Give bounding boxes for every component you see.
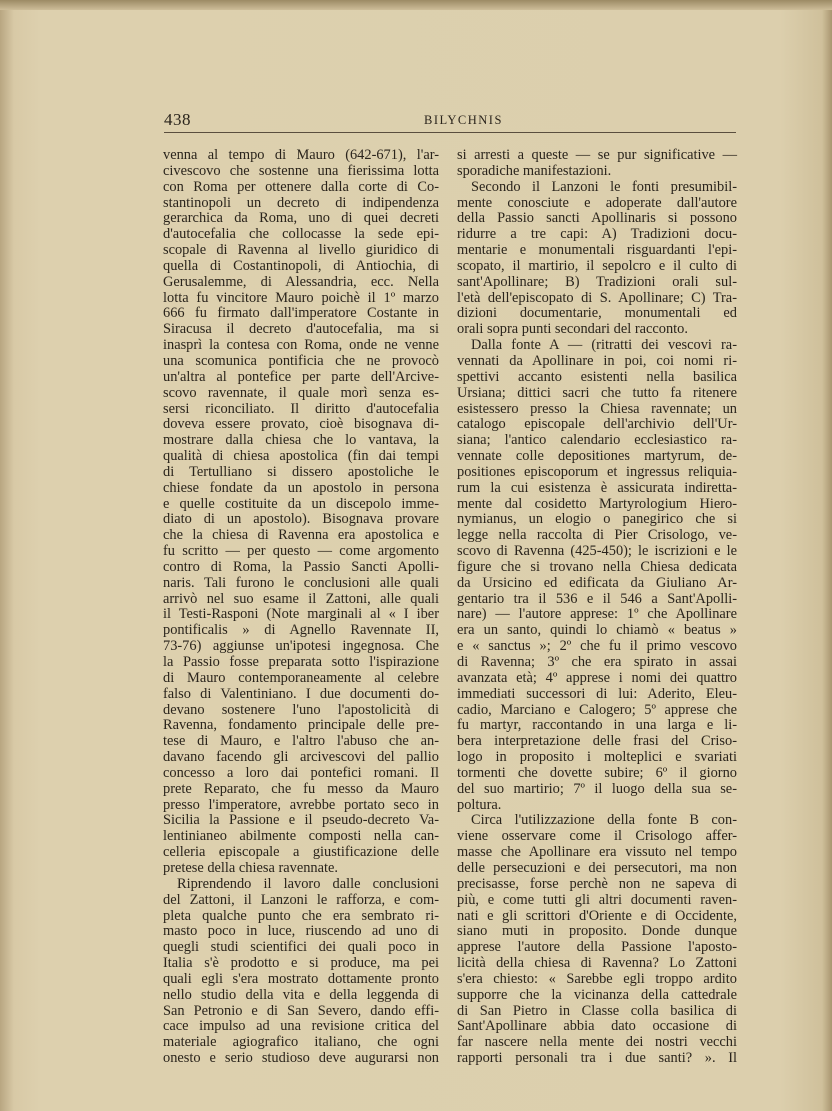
- text-line: gerarchica da Roma, uno di quei decreti: [163, 210, 439, 227]
- text-line: mentarie e monumentali risguardanti l'epi-: [457, 242, 737, 259]
- text-line: quella di Costantinopoli, di Antiochia, di: [163, 257, 439, 274]
- text-line: presso l'imperatore, avrebbe portato seco in: [163, 796, 439, 813]
- text-line: e « sanctus »; 2º che fu il primo vescovo: [457, 638, 737, 655]
- text-line: Sant'Apollinare abbia dato occasione di: [457, 1018, 737, 1035]
- text-line: sporadiche manifestazioni.: [457, 162, 612, 179]
- text-line: Ravenna, fondamento principale delle pre-: [163, 717, 439, 734]
- text-line: sant'Apollinare; B) Tradizioni orali sul-: [457, 273, 737, 290]
- text-line: figure che si trovano nella Chiesa dedicata: [457, 558, 737, 575]
- text-line: doveva essere provato, cioè bisognava di-: [163, 416, 439, 433]
- text-line: nati e gli scrittori d'Oriente e di Occidente,: [457, 907, 737, 924]
- text-line: scopato, il martirio, il sepolcro e il culto di: [457, 257, 737, 274]
- text-line: del suo martirio; 7º il luogo della sua se-: [457, 780, 737, 797]
- text-line: celleria episcopale a giustificazione delle: [163, 844, 439, 861]
- text-line: licità della chiesa di Ravenna? Lo Zattoni: [457, 955, 737, 972]
- text-line: fu martyr, raccontando in una larga e li-: [457, 717, 737, 734]
- text-line: ridurre a tre capi: A) Tradizioni docu-: [457, 226, 737, 243]
- text-line: mostrare dalla chiesa che lo vantava, la: [163, 432, 439, 449]
- text-line: quali egli s'era mostrato dottamente pronto: [163, 970, 439, 987]
- text-line: d'autocefalia che collocasse la sede epi-: [163, 226, 439, 243]
- text-line: materiale agiografico italiano, che ogni: [163, 1034, 439, 1051]
- text-line: naris. Tali furono le conclusioni alle quali: [163, 574, 439, 591]
- text-line: lentinianeo abilmente composti nella can-: [163, 828, 439, 845]
- text-line: di Tertulliano si dissero apostoliche le: [163, 463, 439, 480]
- text-line: di Mauro contemporaneamente al celebre: [163, 669, 439, 686]
- text-line: immediati successori di lui: Aderito, Eleu-: [457, 685, 737, 702]
- text-line: far nascere nella mente dei nostri vecchi: [457, 1034, 737, 1051]
- running-title: BILYCHNIS: [424, 113, 503, 127]
- text-line: tese di Mauro, e l'altro l'abuso che an-: [163, 733, 439, 750]
- text-line: una scomunica pontificia che ne provocò: [163, 352, 439, 369]
- text-line: cace impulso ad una revisione critica del: [163, 1018, 439, 1035]
- text-line: masto poco in luce, riuscendo ad uno di: [163, 923, 439, 940]
- text-line: Circa l'utilizzazione della fonte B con-: [471, 812, 737, 829]
- text-line: Riprendendo il lavoro dalle conclusioni: [177, 875, 439, 892]
- text-line: con Roma per ottenere dalla corte di Co-: [163, 178, 439, 195]
- text-line: mente dal cosidetto Martyrologium Hiero-: [457, 495, 737, 512]
- text-line: arrivò nel suo esame il Zattoni, alle quali: [163, 590, 439, 607]
- text-line: stantinopoli un decreto di indipendenza: [163, 194, 439, 211]
- text-line: gentario tra il 536 e il 546 a Sant'Apolli-: [457, 590, 737, 607]
- text-line: e quelle costituite da un discepolo imme-: [163, 495, 439, 512]
- text-line: la Passio fosse preparata sotto l'ispirazione: [163, 654, 439, 670]
- text-line: nello studio della vita e della leggenda di: [163, 986, 439, 1003]
- text-line: nymianus, un elogio o panegirico che si: [457, 511, 737, 528]
- text-line: che la chiesa di Ravenna era apostolica e: [163, 527, 439, 544]
- text-line: del Zattoni, il Lanzoni le rafforza, e com-: [163, 891, 439, 908]
- text-line: dizioni documentarie, monumentali ed: [457, 305, 737, 322]
- left-text-column: [163, 148, 439, 1067]
- text-line: lotta fu vincitore Mauro poichè il 1º marzo: [163, 289, 439, 306]
- text-line: della Passio sancti Apollinaris si possono: [457, 210, 737, 227]
- text-line: tormenti che dovette subire; 6º il giorno: [457, 764, 737, 781]
- text-line: positiones episcoporum et ingressus reliquia-: [457, 463, 737, 480]
- page-number: 438: [164, 110, 191, 129]
- text-line: pretese della chiesa ravennate.: [163, 859, 338, 876]
- text-line: s'era chiesto: « Sarebbe egli troppo ardito: [457, 970, 737, 987]
- text-line: concesso a loro dai pontefici romani. Il: [163, 764, 439, 781]
- text-line: onesto e serio studioso deve augurarsi non: [163, 1050, 439, 1067]
- text-line: Ursiana; dittici sacri che tutto fa ritenere: [457, 384, 737, 401]
- text-line: 666 fu firmato dall'imperatore Costante in: [163, 305, 439, 322]
- page-header: [164, 108, 736, 133]
- text-line: precisasse, forse perchè non ne sapeva di: [457, 875, 737, 892]
- text-line: orali sopra punti secondari del racconto.: [457, 321, 688, 338]
- text-line: pontificalis » di Agnello Ravennate II,: [163, 622, 439, 639]
- text-line: rum la cui esistenza è assicurata indiretta-: [457, 479, 737, 496]
- text-line: 73-76) aggiunse un'ipotesi ingegnosa. Che: [163, 638, 439, 655]
- text-line: rapporti personali tra i due santi? ». Il: [457, 1050, 737, 1067]
- text-line: catalogo episcopale dell'archivio dell'Ur-: [457, 416, 737, 433]
- text-line: San Petronio e di San Severo, dando effi-: [163, 1002, 439, 1019]
- text-line: Sicilia la Passione e il pseudo-decreto Va-: [163, 812, 439, 829]
- text-line: il Testi-Rasponi (Note marginali al « I iber: [163, 606, 439, 623]
- text-line: falso di Valentiniano. I due documenti do-: [163, 685, 439, 702]
- text-line: diato di un apostolo). Bisognava provare: [163, 511, 439, 528]
- text-line: apprese l'autore della Passione l'aposto-: [457, 939, 737, 956]
- text-line: avanzata età; 4º apprese i nomi dei quattro: [457, 669, 737, 686]
- text-line: sersi riconciliato. Il diritto d'autocefalia: [163, 400, 439, 417]
- text-line: Gerusalemme, di Alessandria, ecc. Nella: [163, 273, 439, 290]
- text-line: siano muti in proposito. Donde dunque: [457, 923, 737, 940]
- text-line: pleta qualche punto che era sembrato ri-: [163, 907, 439, 924]
- text-line: scovo di Ravenna (425-450); le iscrizioni e le: [457, 543, 737, 560]
- text-line: siana; l'antico calendario ecclesiastico ra-: [457, 432, 737, 449]
- text-line: qualità di chiesa apostolica (fin dai tempi: [163, 448, 439, 465]
- text-line: un'altra al pontefice per parte dell'Arcive-: [163, 368, 439, 385]
- text-line: devano sostenere l'uno l'apostolicità di: [163, 701, 439, 718]
- text-line: più, e come tutti gli altri documenti raven-: [457, 891, 737, 908]
- text-line: cadio, Marciano e Calogero; 5º apprese che: [457, 701, 737, 718]
- text-line: Secondo il Lanzoni le fonti presumibil-: [471, 178, 737, 195]
- text-line: mente conosciute e adoperate dall'autore: [457, 194, 737, 211]
- text-line: vennati da Apollinare in poi, coi nomi ri-: [457, 352, 737, 369]
- text-line: masse che Apollinare era vissuto nel tempo: [457, 844, 737, 861]
- text-line: Dalla fonte A — (ritratti dei vescovi ra-: [471, 337, 737, 354]
- text-line: poltura.: [457, 796, 502, 813]
- text-line: vennate colle depositiones martyrum, de-: [457, 448, 737, 465]
- text-line: quegli studi scientifici dei quali poco in: [163, 939, 439, 956]
- text-line: viene osservare come il Crisologo affer-: [457, 828, 737, 845]
- text-line: scopale di Ravenna al livello giuridico di: [163, 242, 439, 259]
- text-line: chiese fondate da un apostolo in persona: [163, 479, 439, 496]
- text-line: delle persecuzioni e dei persecutori, ma non: [457, 859, 737, 876]
- text-line: venna al tempo di Mauro (642-671), l'ar-: [163, 147, 439, 163]
- text-line: Siracusa il decreto d'autocefalia, ma si: [163, 321, 439, 338]
- text-line: nare) — l'autore apprese: 1º che Apollinare: [457, 606, 737, 623]
- text-line: Italia s'è prodotto e si produce, ma pei: [163, 955, 439, 972]
- text-line: contro di Roma, la Passio Sancti Apolli-: [163, 558, 439, 575]
- text-line: scovo ravennate, il quale morì senza es-: [163, 384, 439, 401]
- text-line: esistessero presso la Chiesa ravennate; un: [457, 400, 737, 417]
- text-line: supporre che la vicinanza della cattedrale: [457, 986, 737, 1003]
- text-line: fu scritto — per questo — come argomento: [163, 543, 439, 560]
- text-line: si arresti a queste — se pur significative —: [457, 147, 737, 163]
- right-text-column: [457, 148, 737, 1067]
- text-line: civescovo che sostenne una fierissima lotta: [163, 162, 439, 179]
- text-line: spettivi accanto esistenti nella basilica: [457, 368, 737, 385]
- text-line: di Ravenna; 3º che era spirato in assai: [457, 654, 737, 670]
- text-line: bera interpretazione delle frasi del Criso-: [457, 733, 737, 750]
- text-line: da Ursicino ed edificata da Giuliano Ar-: [457, 574, 737, 591]
- text-line: era un santo, quindi lo chiamò « beatus »: [457, 622, 737, 639]
- text-line: di San Pietro in Classe colla basilica di: [457, 1002, 737, 1019]
- text-line: legge nella raccolta di Pier Crisologo, ve-: [457, 527, 737, 544]
- text-line: inasprì la contesa con Roma, onde ne venne: [163, 337, 439, 354]
- text-line: logo in proposito i molteplici e svariati: [457, 749, 737, 766]
- page-top-edge: [0, 0, 832, 10]
- text-line: l'età dell'episcopato di S. Apollinare; C) Tra-: [457, 289, 737, 306]
- text-line: davano facendo gli arcivescovi del pallio: [163, 749, 439, 766]
- text-line: prete Reparato, che fu messo da Mauro: [163, 780, 439, 797]
